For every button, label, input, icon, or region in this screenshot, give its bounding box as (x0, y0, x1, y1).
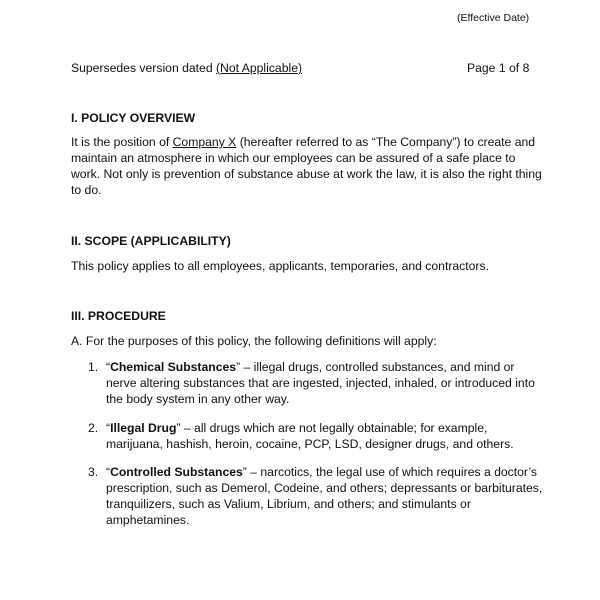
paragraph-line: to do. (71, 183, 102, 197)
definition-line: nerve altering substances that are ingested, injected, inhaled, or introduced into (106, 376, 535, 390)
definition-text (106, 464, 542, 528)
definition-text (106, 359, 535, 407)
definition-line: the body system in any other way. (106, 392, 290, 406)
list-number: 3. (88, 465, 99, 479)
text-span: ” – all drugs which are not legally obtainable; for example, (176, 421, 488, 435)
paragraph-line: maintain an atmosphere in which our employees can be assured of a safe place to (71, 151, 516, 165)
text-span: ” – narcotics, the legal use of which requires a doctor’s (242, 465, 538, 479)
definition-first-line (106, 464, 542, 480)
text-span: “ (106, 465, 111, 479)
company-name: Company X (172, 135, 237, 149)
definition-line: prescription, such as Demerol, Codeine, and others; depressants or barbiturates, (106, 481, 543, 495)
definition-first-line (106, 420, 514, 436)
definition-text (106, 420, 514, 452)
section-heading-procedure: III. PROCEDURE (71, 309, 166, 323)
definition-line: tranquilizers, such as Valium, Librium, and others; and stimulants or (106, 497, 471, 511)
definition-term: Controlled Substances (110, 465, 243, 479)
text-span: (hereafter referred to as “The Company”) to create and (236, 135, 536, 149)
page-number: Page 1 of 8 (467, 61, 530, 75)
text-span: “ (106, 421, 111, 435)
text-span: It is the position of (71, 135, 173, 149)
definition-term: Illegal Drug (110, 421, 177, 435)
list-number: 2. (88, 421, 99, 435)
text-span: ” – illegal drugs, controlled substances, and mind or (236, 360, 515, 374)
section-heading-scope: II. SCOPE (APPLICABILITY) (71, 234, 231, 248)
list-number: 1. (88, 360, 99, 374)
procedure-intro: A. For the purposes of this policy, the following definitions will apply: (71, 334, 437, 348)
definition-line: amphetamines. (106, 513, 190, 527)
supersedes-line (71, 60, 302, 76)
supersedes-prefix: Supersedes version dated (71, 61, 216, 75)
scope-paragraph: This policy applies to all employees, applicants, temporaries, and contractors. (71, 259, 489, 273)
supersedes-value: (Not Applicable) (216, 61, 303, 75)
paragraph-line: work. Not only is prevention of substance abuse at work the law, it is also the right thing (71, 167, 542, 181)
definition-line: marijuana, hashish, heroin, cocaine, PCP, LSD, designer drugs, and others. (106, 437, 514, 451)
paragraph-line (71, 134, 541, 150)
definition-first-line (106, 359, 535, 375)
effective-date-label: (Effective Date) (457, 12, 530, 24)
definition-term: Chemical Substances (110, 360, 237, 374)
text-span: “ (106, 360, 111, 374)
section-heading-policy-overview: I. POLICY OVERVIEW (71, 111, 196, 125)
policy-overview-paragraph (71, 134, 541, 198)
